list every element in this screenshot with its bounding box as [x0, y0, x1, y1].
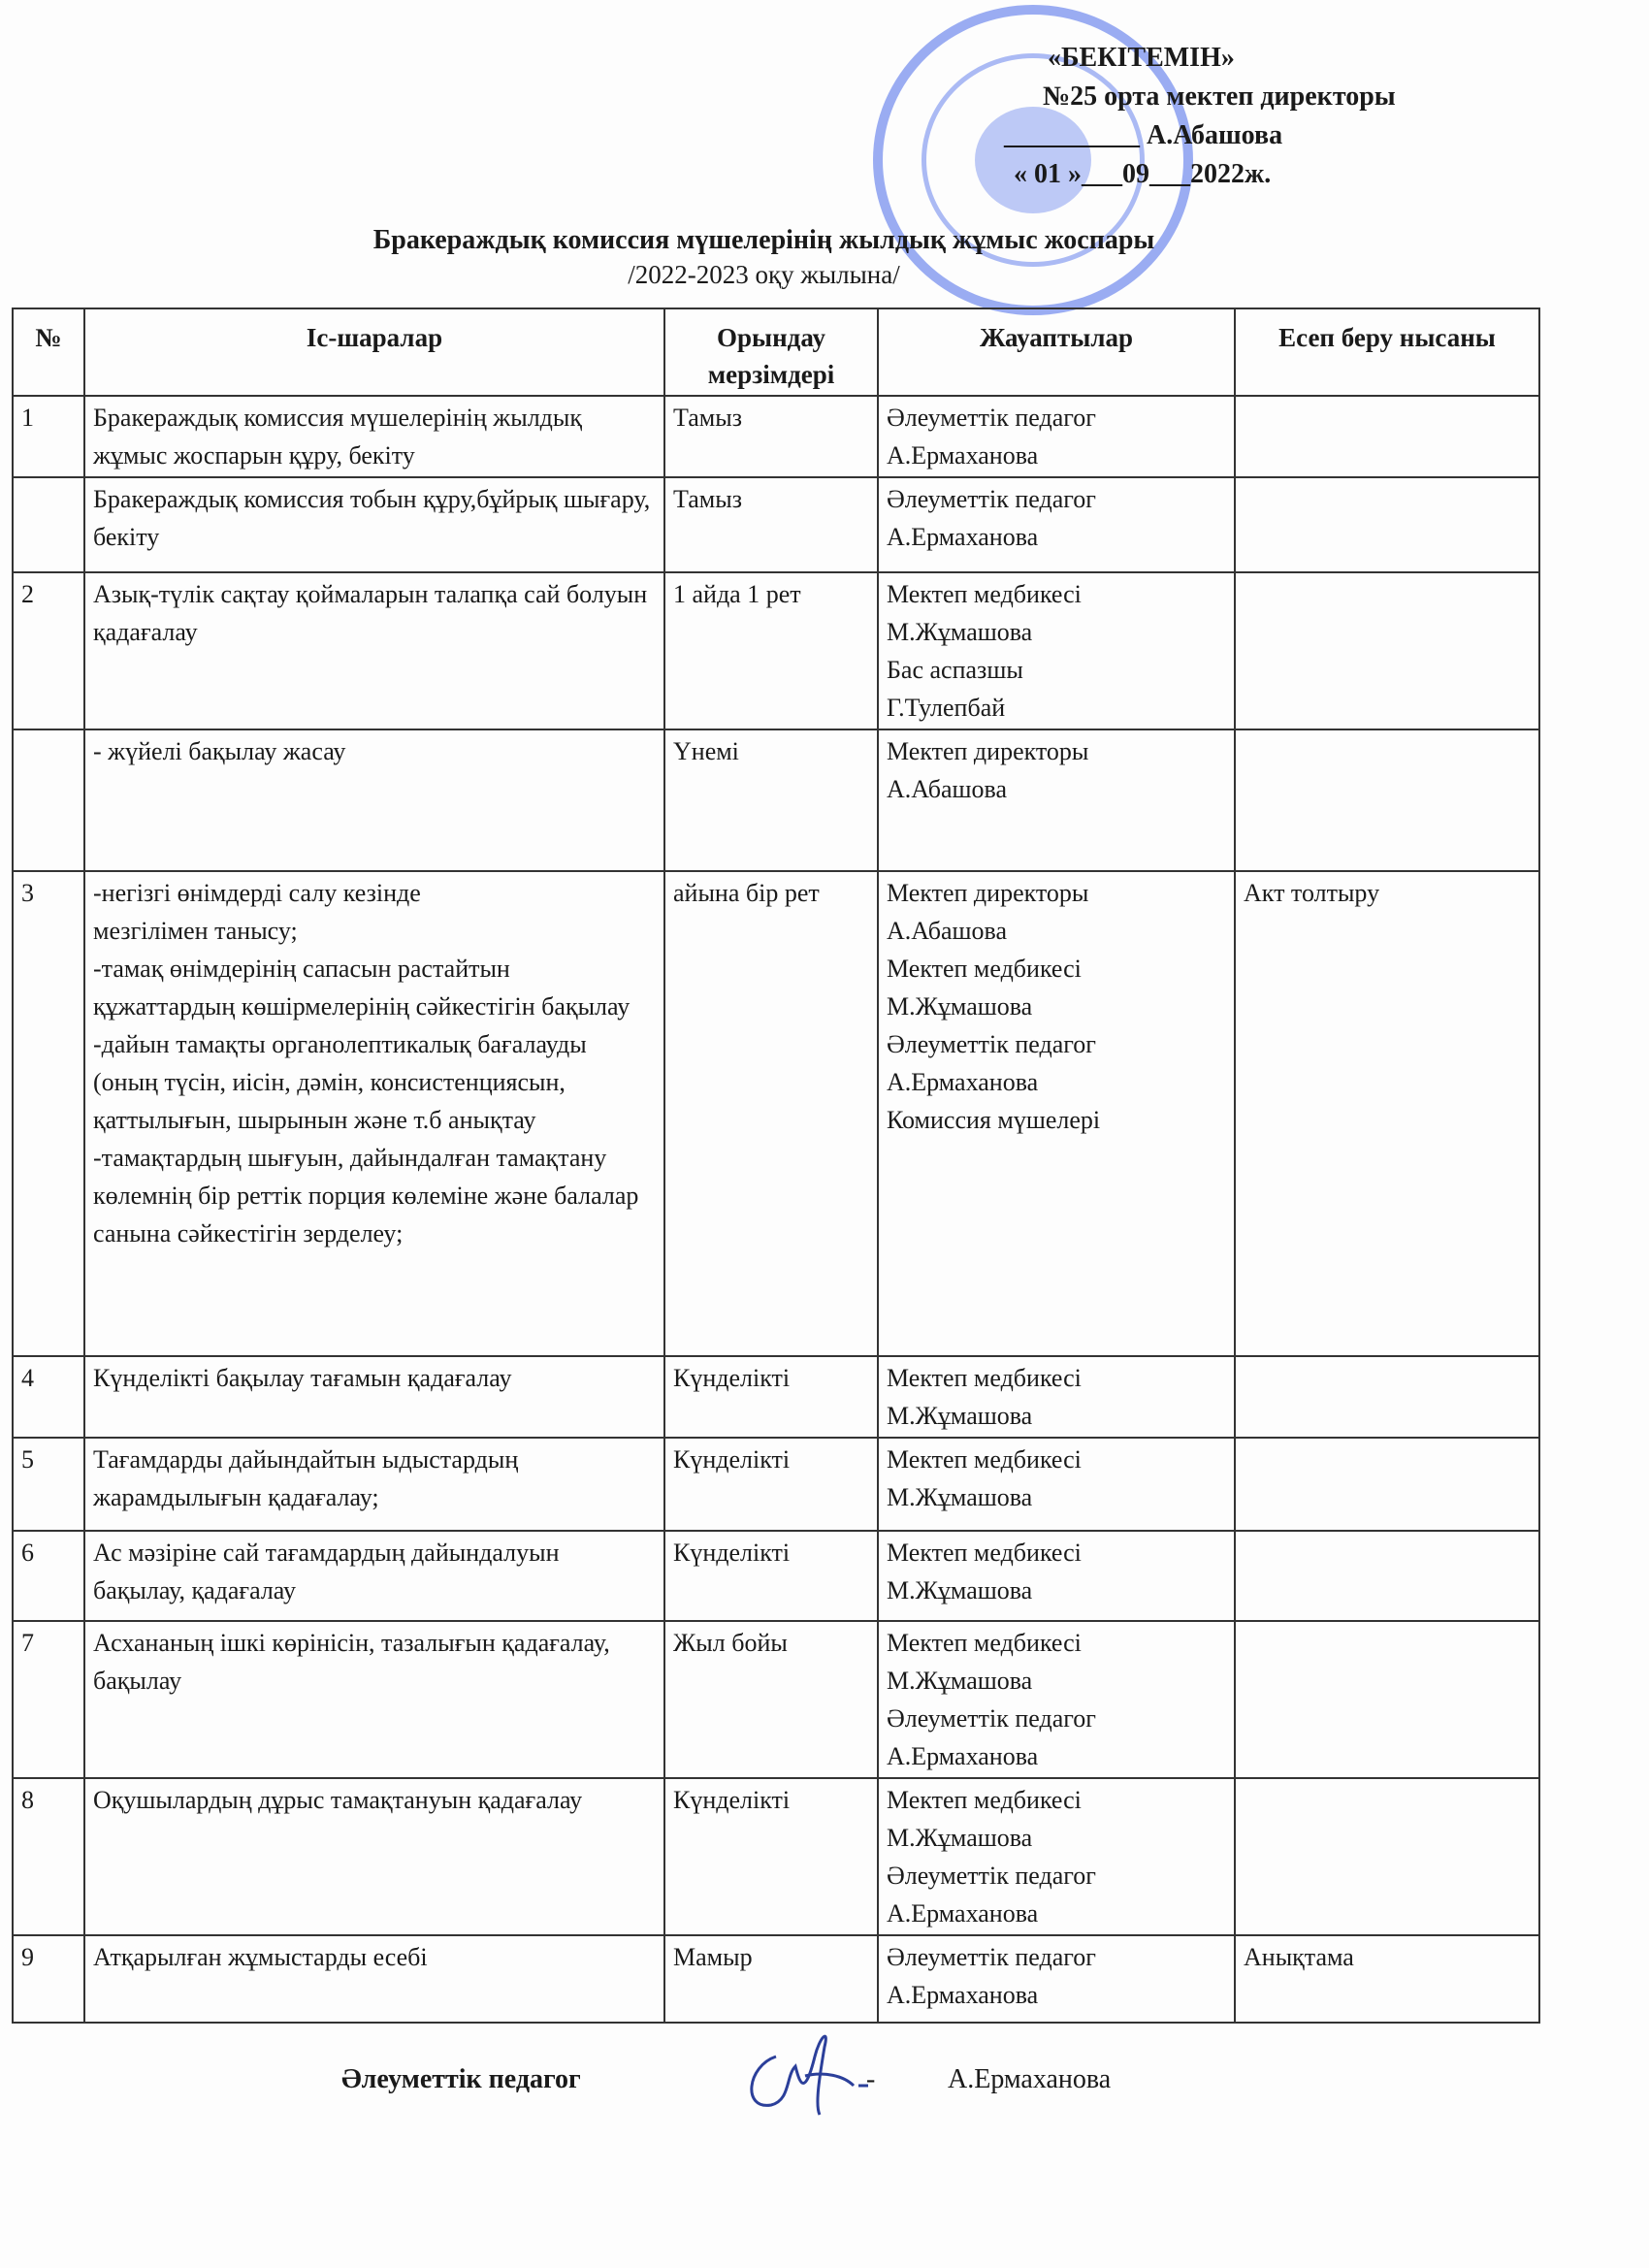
- row-responsible: Әлеуметтік педагог А.Ермаханова: [878, 1935, 1235, 2023]
- table-row: [13, 572, 1539, 729]
- row-number: 7: [13, 1621, 84, 1778]
- row-report-form: [1235, 1438, 1539, 1531]
- header-report-form: Есеп беру нысаны: [1235, 308, 1539, 396]
- row-report-form: [1235, 1356, 1539, 1438]
- row-number: 6: [13, 1531, 84, 1621]
- table-row: [13, 1621, 1539, 1778]
- row-activity: Бракераждық комиссия тобын құру,бұйрық шығару, бекіту: [84, 477, 664, 572]
- row-activity: -негізгі өнімдерді салу кезінде мезгілімен танысу; -тамақ өнімдерінің сапасын растайтын құжаттардың көшірмелерінің сәйкестігін бақылау -дайын тамақты органолептикалық бағалауды (оның түсін, иісін, дәмін, консистенциясын, қаттылығын, шырынын және т.б анықтау -тамақтардың шығуын, дайындалған тамақтану көлемнің бір реттік порция көлеміне және балалар санына сәйкестігін зерделеу;: [84, 871, 664, 1356]
- row-number: 5: [13, 1438, 84, 1531]
- approval-block: [1004, 39, 1396, 194]
- row-report-form: [1235, 1621, 1539, 1778]
- row-term: айына бір рет: [664, 871, 878, 1356]
- row-responsible: Мектеп медбикесі М.Жұмашова Бас аспазшы Г.Тулепбай: [878, 572, 1235, 729]
- row-activity: Асхананың ішкі көрінісін, тазалығын қадағалау, бақылау: [84, 1621, 664, 1778]
- signature-role: Әлеуметтік педагог: [341, 2064, 581, 2094]
- row-term: 1 айда 1 рет: [664, 572, 878, 729]
- approval-heading: «БЕКІТЕМІН»: [1048, 43, 1235, 73]
- row-activity: Бракераждық комиссия мүшелерінің жылдық жұмыс жоспарын құру, бекіту: [84, 396, 664, 477]
- row-number: 8: [13, 1778, 84, 1935]
- row-responsible: Мектеп медбикесі М.Жұмашова Әлеуметтік педагог А.Ермаханова: [878, 1621, 1235, 1778]
- table-row: [13, 1935, 1539, 2023]
- approval-position: №25 орта мектеп директоры: [1043, 81, 1396, 112]
- signature-name: А.Ермаханова: [948, 2064, 1112, 2094]
- row-number: 2: [13, 572, 84, 729]
- row-responsible: Мектеп директоры А.Абашова: [878, 729, 1235, 871]
- table-row: [13, 1438, 1539, 1531]
- row-report-form: [1235, 1778, 1539, 1935]
- document-title: Бракераждық комиссия мүшелерінің жылдық жұмыс жоспары: [372, 225, 1155, 255]
- row-term: Тамыз: [664, 477, 878, 572]
- row-report-form: [1235, 477, 1539, 572]
- header-activities: Іс-шаралар: [84, 308, 664, 396]
- table-row: [13, 477, 1539, 572]
- row-term: Үнемі: [664, 729, 878, 871]
- row-activity: Тағамдарды дайындайтын ыдыстардың жарамдылығын қадағалау;: [84, 1438, 664, 1531]
- row-activity: - жүйелі бақылау жасау: [84, 729, 664, 871]
- row-term: Мамыр: [664, 1935, 878, 2023]
- row-number: 3: [13, 871, 84, 1356]
- row-responsible: Мектеп медбикесі М.Жұмашова: [878, 1438, 1235, 1531]
- row-activity: Ас мәзіріне сай тағамдардың дайындалуын бақылау, қадағалау: [84, 1531, 664, 1621]
- approval-date: « 01 »___09___2022ж.: [1014, 159, 1272, 189]
- row-report-form: [1235, 1531, 1539, 1621]
- row-number: 1: [13, 396, 84, 477]
- row-report-form: Акт толтыру: [1235, 871, 1539, 1356]
- document-subtitle: /2022-2023 оқу жылына/: [628, 260, 900, 289]
- row-activity: Күнделікті бақылау тағамын қадағалау: [84, 1356, 664, 1438]
- row-term: Күнделікті: [664, 1778, 878, 1935]
- row-responsible: Мектеп директоры А.Абашова Мектеп медбикесі М.Жұмашова Әлеуметтік педагог А.Ермаханова Комиссия мүшелері: [878, 871, 1235, 1356]
- table-row: [13, 729, 1539, 871]
- row-report-form: Анықтама: [1235, 1935, 1539, 2023]
- row-term: Жыл бойы: [664, 1621, 878, 1778]
- row-term: Күнделікті: [664, 1438, 878, 1531]
- row-responsible: Әлеуметтік педагог А.Ермаханова: [878, 396, 1235, 477]
- row-number: [13, 477, 84, 572]
- row-term: Тамыз: [664, 396, 878, 477]
- work-plan-table: [12, 308, 1540, 2024]
- row-responsible: Мектеп медбикесі М.Жұмашова: [878, 1356, 1235, 1438]
- row-number: [13, 729, 84, 871]
- row-term: Күнделікті: [664, 1531, 878, 1621]
- row-number: 4: [13, 1356, 84, 1438]
- row-report-form: [1235, 729, 1539, 871]
- table-row: [13, 1531, 1539, 1621]
- row-responsible: Әлеуметтік педагог А.Ермаханова: [878, 477, 1235, 572]
- row-report-form: [1235, 572, 1539, 729]
- row-report-form: [1235, 396, 1539, 477]
- signature-dash: -: [866, 2064, 876, 2094]
- table-row: [13, 396, 1539, 477]
- handwritten-signature: [737, 2018, 876, 2124]
- row-number: 9: [13, 1935, 84, 2023]
- table-row: [13, 1778, 1539, 1935]
- row-responsible: Мектеп медбикесі М.Жұмашова: [878, 1531, 1235, 1621]
- row-responsible: Мектеп медбикесі М.Жұмашова Әлеуметтік педагог А.Ермаханова: [878, 1778, 1235, 1935]
- table-header-row: [13, 308, 1539, 396]
- row-activity: Атқарылған жұмыстарды есебі: [84, 1935, 664, 2023]
- row-activity: Оқушылардың дұрыс тамақтануын қадағалау: [84, 1778, 664, 1935]
- header-term: Орындау мерзімдері: [664, 308, 878, 396]
- table-row: [13, 871, 1539, 1356]
- header-responsible: Жауаптылар: [878, 308, 1235, 396]
- row-activity: Азық-түлік сақтау қоймаларын талапқа сай болуын қадағалау: [84, 572, 664, 729]
- approval-name: __________ А.Абашова: [1004, 120, 1283, 150]
- header-number: №: [13, 308, 84, 396]
- row-term: Күнделікті: [664, 1356, 878, 1438]
- table-row: [13, 1356, 1539, 1438]
